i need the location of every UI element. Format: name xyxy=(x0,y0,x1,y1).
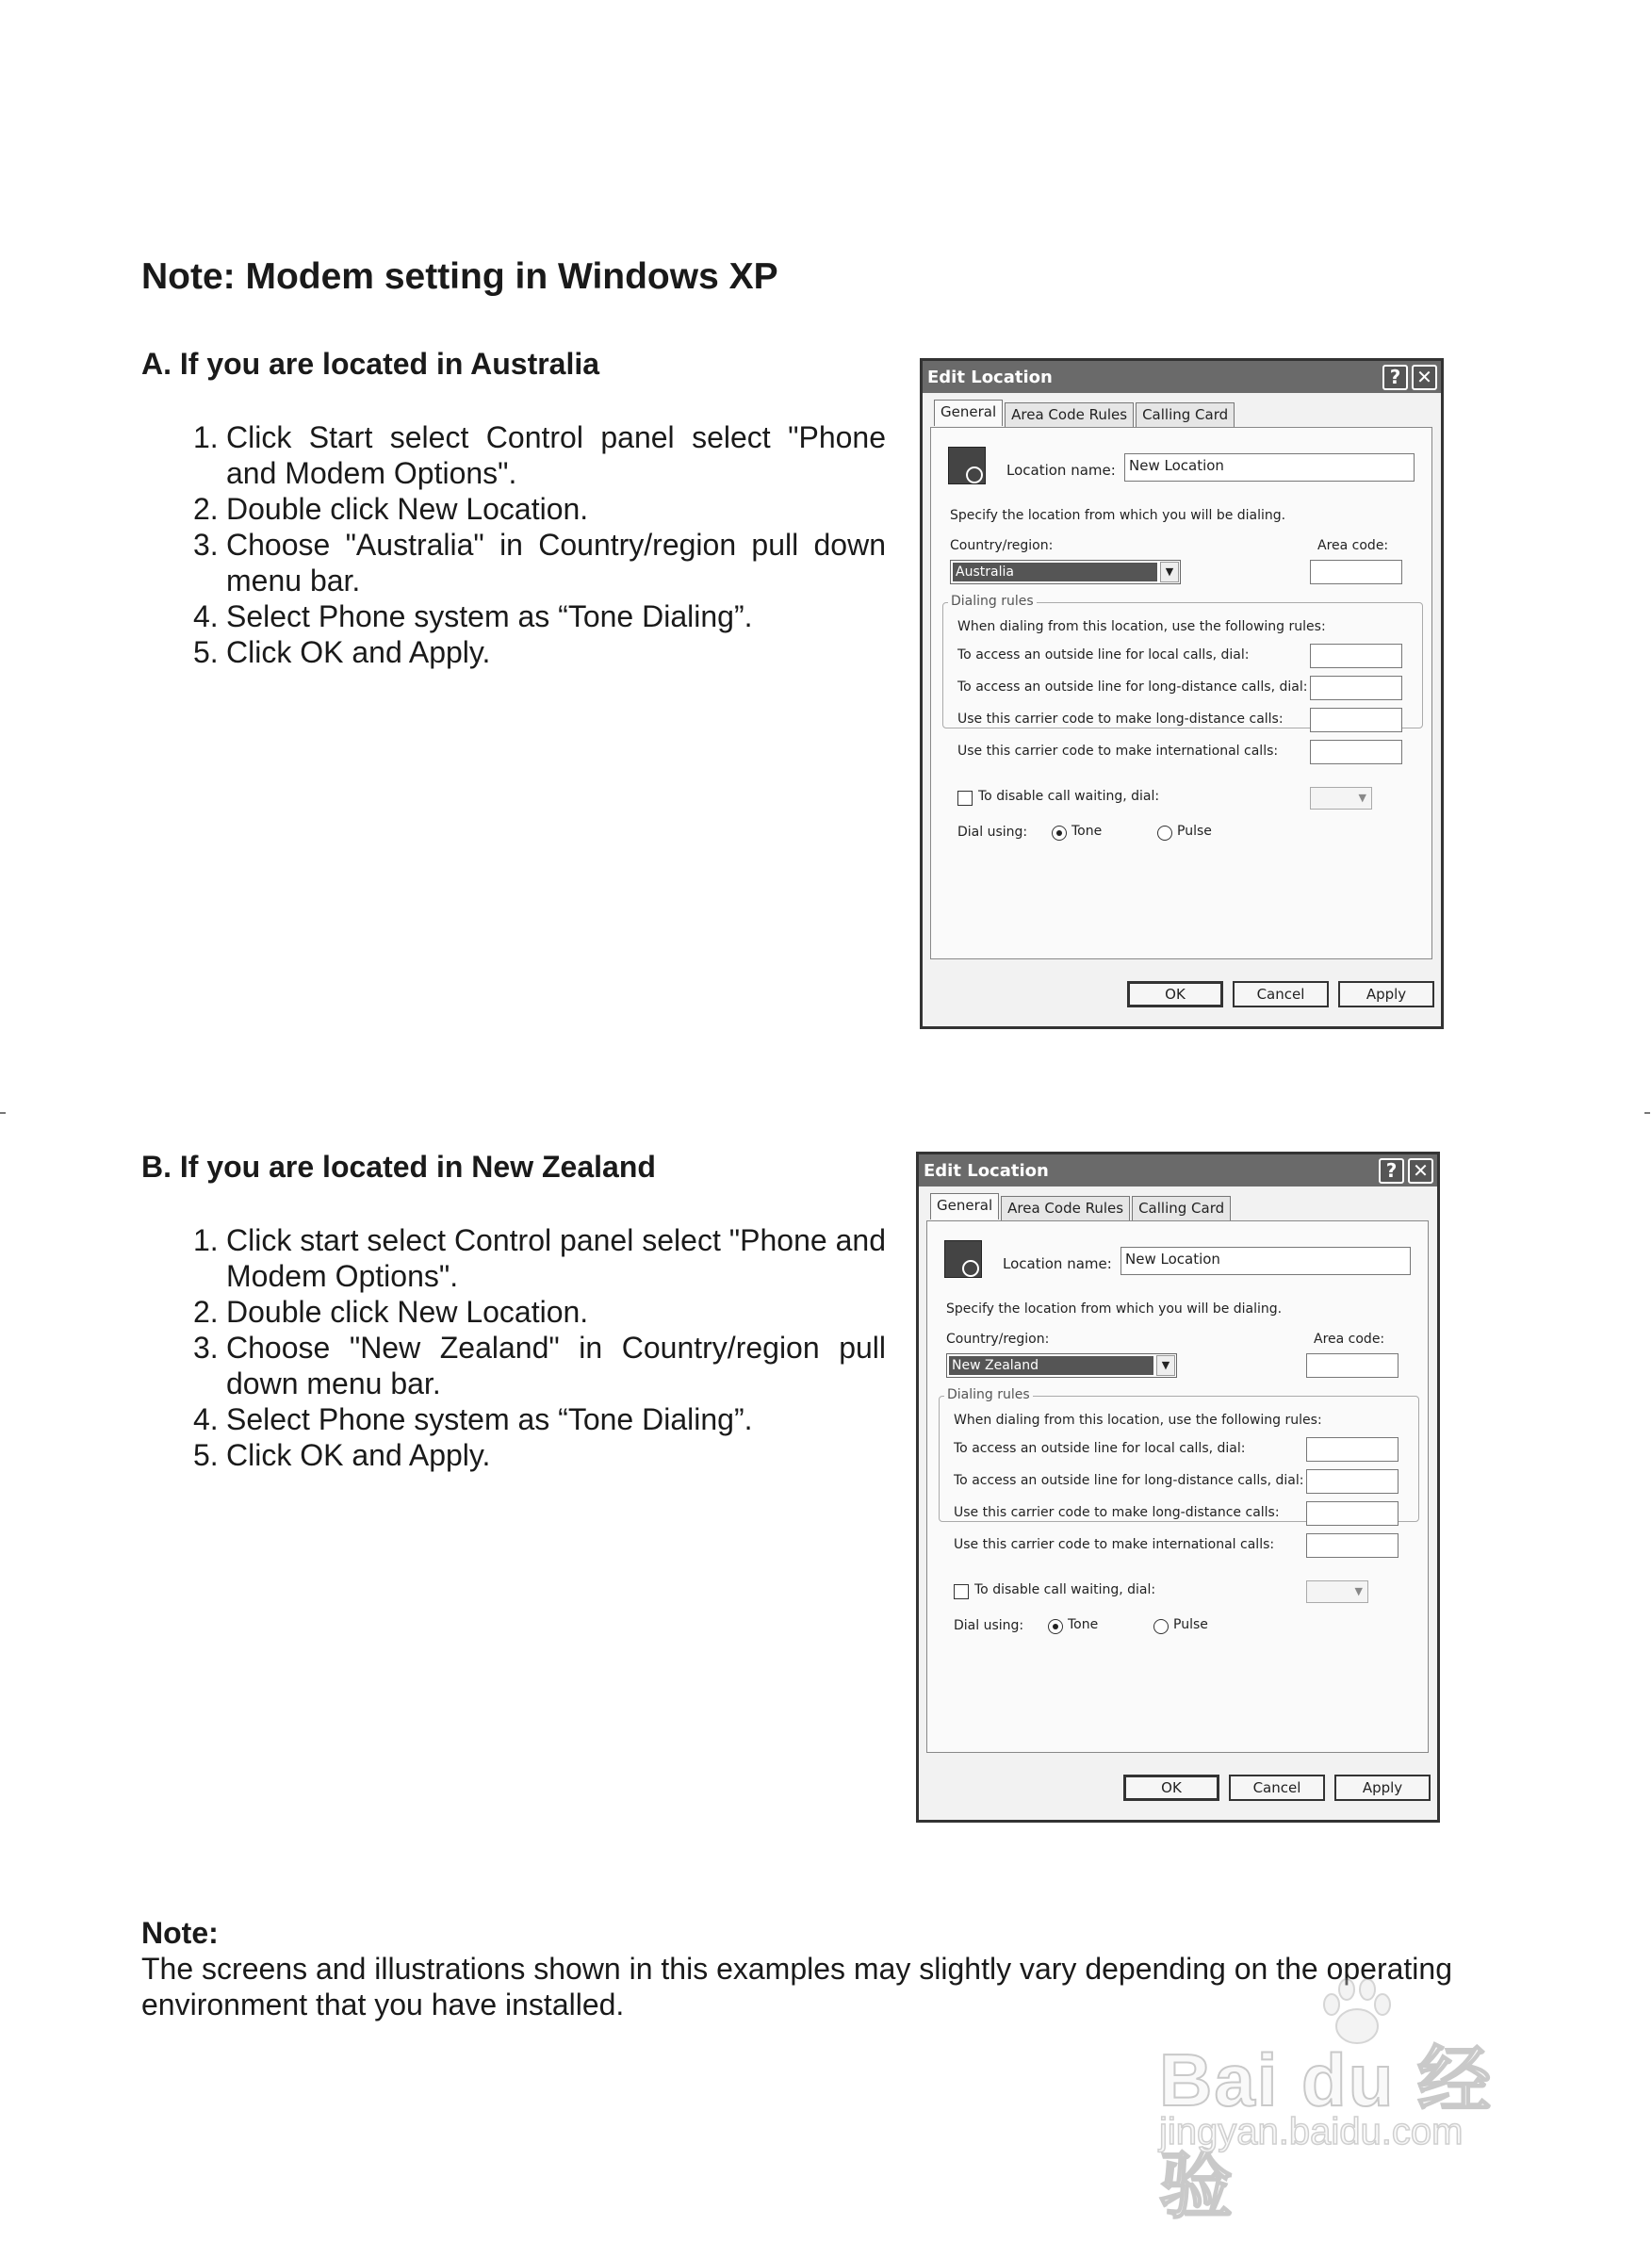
watermark-main-text: Bai du 经验 xyxy=(1159,2038,1494,2227)
list-item: 2. Double click New Location. xyxy=(193,1295,589,1329)
pulse-radio[interactable] xyxy=(1153,1619,1169,1634)
specify-location-text: Specify the location from which you will be dialing. xyxy=(950,508,1286,523)
dialing-rules-label: Dialing rules xyxy=(948,594,1037,609)
rule-carrier-intl-label: Use this carrier code to make international calls: xyxy=(957,744,1279,759)
steps-list-australia xyxy=(193,419,886,670)
country-region-label: Country/region: xyxy=(950,538,1054,553)
close-icon[interactable]: ✕ xyxy=(1408,1158,1433,1184)
location-name-input[interactable]: New Location xyxy=(1124,453,1415,482)
rule-long-distance-input[interactable] xyxy=(1306,1469,1398,1494)
rule-local-input[interactable] xyxy=(1306,1437,1398,1462)
area-code-label: Area code: xyxy=(1314,1332,1385,1347)
country-region-select[interactable] xyxy=(950,560,1181,584)
dialog-title: Edit Location xyxy=(927,367,1053,387)
rule-carrier-ld-input[interactable] xyxy=(1306,1501,1398,1526)
dial-using-label: Dial using: xyxy=(957,825,1028,840)
rule-carrier-intl-input[interactable] xyxy=(1310,740,1402,764)
list-item: 2. Double click New Location. xyxy=(193,492,589,526)
disable-call-waiting-label: To disable call waiting, dial: xyxy=(974,1582,1156,1597)
tab-general[interactable]: General xyxy=(930,1193,999,1219)
location-icon xyxy=(944,1240,982,1278)
baidu-watermark xyxy=(1159,1974,1555,2227)
dialog-titlebar xyxy=(919,1154,1437,1186)
ok-button[interactable]: OK xyxy=(1123,1775,1219,1801)
cancel-button[interactable]: Cancel xyxy=(1229,1775,1325,1801)
tab-calling-card[interactable]: Calling Card xyxy=(1136,402,1235,429)
country-region-value: Australia xyxy=(953,563,1157,581)
rule-long-distance-label: To access an outside line for long-distance calls, dial: xyxy=(957,679,1308,695)
cancel-button[interactable]: Cancel xyxy=(1233,981,1329,1007)
dialog-title: Edit Location xyxy=(924,1160,1049,1181)
tone-label: Tone xyxy=(1071,824,1103,839)
tone-label: Tone xyxy=(1068,1617,1099,1632)
list-item: 3. Choose "New Zealand" in Country/region pull down menu bar. xyxy=(193,1331,886,1400)
rule-local-input[interactable] xyxy=(1310,644,1402,668)
location-name-input[interactable]: New Location xyxy=(1120,1247,1411,1275)
disable-call-waiting-checkbox[interactable] xyxy=(954,1584,969,1599)
note-text: The screens and illustrations shown in this examples may slightly vary depending on the operating environment that you have installed. xyxy=(141,1952,1452,2021)
pulse-radio[interactable] xyxy=(1157,826,1172,841)
rule-local-label: To access an outside line for local calls, dial: xyxy=(957,647,1250,663)
pulse-label: Pulse xyxy=(1173,1617,1208,1632)
dialing-rules-intro: When dialing from this location, use the following rules: xyxy=(954,1413,1322,1428)
list-item: 4. Select Phone system as “Tone Dialing”. xyxy=(193,599,753,633)
crop-mark-right xyxy=(1644,1112,1650,1114)
tab-calling-card[interactable]: Calling Card xyxy=(1132,1196,1231,1222)
tone-radio[interactable] xyxy=(1052,826,1067,841)
rule-local-label: To access an outside line for local calls, dial: xyxy=(954,1441,1246,1456)
help-icon[interactable]: ? xyxy=(1379,1158,1404,1184)
tab-area-code-rules[interactable]: Area Code Rules xyxy=(1005,402,1134,429)
country-region-label: Country/region: xyxy=(946,1332,1050,1347)
help-icon[interactable]: ? xyxy=(1382,365,1408,390)
call-waiting-code-select[interactable]: ▼ xyxy=(1306,1580,1368,1603)
rule-long-distance-label: To access an outside line for long-distance calls, dial: xyxy=(954,1473,1304,1488)
location-name-label: Location name: xyxy=(1003,1255,1112,1272)
chevron-down-icon[interactable]: ▼ xyxy=(1160,562,1179,582)
pulse-label: Pulse xyxy=(1177,824,1212,839)
apply-button[interactable]: Apply xyxy=(1338,981,1434,1007)
edit-location-dialog-new-zealand xyxy=(916,1152,1440,1823)
area-code-input[interactable] xyxy=(1310,560,1402,584)
location-name-label: Location name: xyxy=(1006,462,1116,479)
tab-general[interactable]: General xyxy=(934,400,1003,426)
list-item: 1. Click Start select Control panel select "Phone and Modem Options". xyxy=(193,420,886,490)
country-region-value: New Zealand xyxy=(949,1356,1153,1375)
apply-button[interactable]: Apply xyxy=(1334,1775,1431,1801)
rule-long-distance-input[interactable] xyxy=(1310,676,1402,700)
list-item: 5. Click OK and Apply. xyxy=(193,635,491,669)
area-code-label: Area code: xyxy=(1317,538,1389,553)
section-heading-australia: A. If you are located in Australia xyxy=(141,347,600,381)
general-tab-panel xyxy=(926,1220,1429,1753)
list-item: 1. Click start select Control panel select "Phone and Modem Options". xyxy=(193,1223,886,1293)
list-item: 5. Click OK and Apply. xyxy=(193,1438,491,1472)
general-tab-panel xyxy=(930,427,1432,959)
tab-area-code-rules[interactable]: Area Code Rules xyxy=(1001,1196,1130,1222)
crop-mark-left xyxy=(0,1112,6,1114)
dialing-rules-intro: When dialing from this location, use the following rules: xyxy=(957,619,1326,634)
tab-strip xyxy=(930,1196,1233,1222)
specify-location-text: Specify the location from which you will be dialing. xyxy=(946,1301,1283,1317)
rule-carrier-intl-input[interactable] xyxy=(1306,1533,1398,1558)
list-item: 4. Select Phone system as “Tone Dialing”. xyxy=(193,1402,753,1436)
disable-call-waiting-checkbox[interactable] xyxy=(957,791,973,806)
dialing-rules-label: Dialing rules xyxy=(944,1387,1033,1402)
tab-strip xyxy=(934,402,1236,429)
list-item: 3. Choose "Australia" in Country/region pull down menu bar. xyxy=(193,528,886,597)
dial-using-label: Dial using: xyxy=(954,1618,1024,1633)
tone-radio[interactable] xyxy=(1048,1619,1063,1634)
location-icon xyxy=(948,447,986,484)
page-title: Note: Modem setting in Windows XP xyxy=(141,256,778,297)
dialog-titlebar xyxy=(923,361,1441,393)
section-heading-new-zealand: B. If you are located in New Zealand xyxy=(141,1150,656,1184)
call-waiting-code-select[interactable]: ▼ xyxy=(1310,787,1372,810)
rule-carrier-intl-label: Use this carrier code to make international calls: xyxy=(954,1537,1275,1552)
rule-carrier-ld-label: Use this carrier code to make long-distance calls: xyxy=(957,712,1284,727)
ok-button[interactable]: OK xyxy=(1127,981,1223,1007)
rule-carrier-ld-input[interactable] xyxy=(1310,708,1402,732)
rule-carrier-ld-label: Use this carrier code to make long-distance calls: xyxy=(954,1505,1280,1520)
close-icon[interactable]: ✕ xyxy=(1412,365,1437,390)
watermark-url: jingyan.baidu.com xyxy=(1159,2111,1464,2152)
area-code-input[interactable] xyxy=(1306,1353,1398,1378)
chevron-down-icon[interactable]: ▼ xyxy=(1156,1355,1175,1376)
steps-list-new-zealand xyxy=(193,1222,886,1473)
disable-call-waiting-label: To disable call waiting, dial: xyxy=(978,789,1160,804)
note-label: Note: xyxy=(141,1916,219,1950)
country-region-select[interactable] xyxy=(946,1353,1177,1378)
edit-location-dialog-australia xyxy=(920,358,1444,1029)
